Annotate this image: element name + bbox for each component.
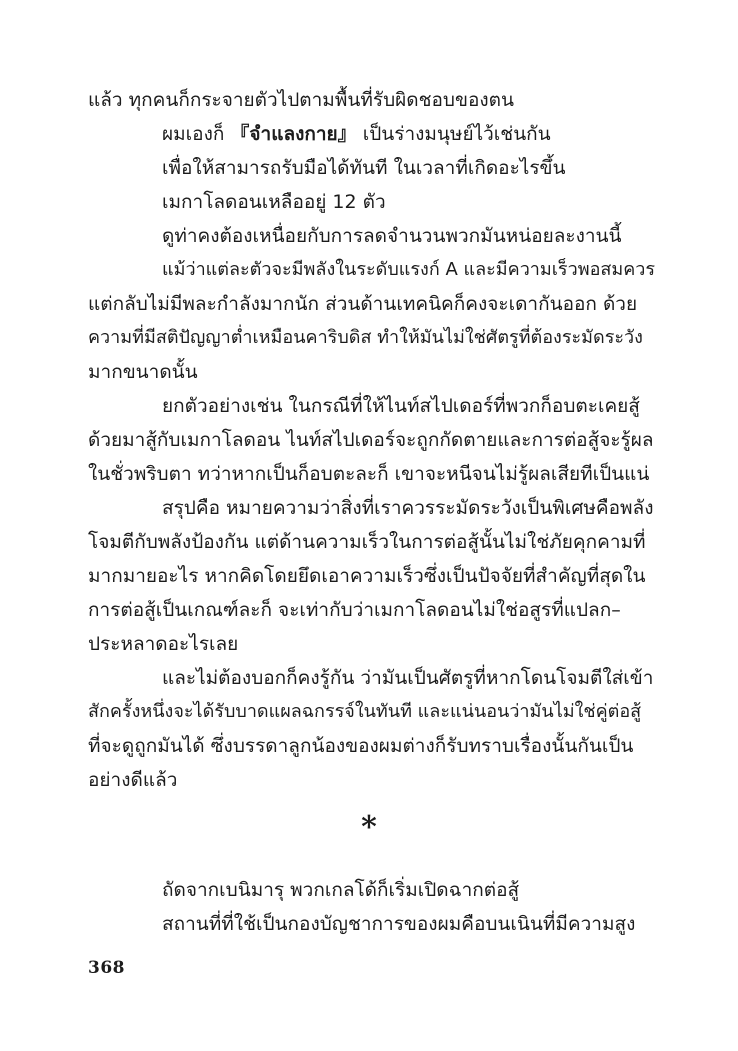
- text-line: มากมายอะไร หากคิดโดยยึดเอาความเร็วซึ่งเป็นปัจจัยที่สำคัญที่สุดใน: [88, 565, 646, 587]
- text-line: มากขนาดนั้น: [88, 361, 198, 383]
- text-segment: ผมเองก็: [162, 123, 231, 145]
- skill-name: 『จำแลงกาย』: [230, 123, 357, 145]
- text-line: โจมตีกับพลังป้องกัน แต่ด้านความเร็วในการต่อสู้นั้นไม่ใช่ภัยคุกคามที่: [88, 531, 646, 553]
- text-line: สรุปคือ หมายความว่าสิ่งที่เราควรระมัดระวังเป็นพิเศษคือพลัง: [162, 497, 654, 519]
- text-line: ที่จะดูถูกมันได้ ซึ่งบรรดาลูกน้องของผมต่างก็รับทราบเรื่องนั้นกันเป็น: [88, 735, 634, 757]
- text-line: [162, 116, 656, 152]
- text-line: แต่กลับไม่มีพละกำลังมากนัก ส่วนด้านเทคนิคก็คงจะเดากันออก ด้วย: [88, 293, 638, 315]
- text-line: และไม่ต้องบอกก็คงรู้กัน ว่ามันเป็นศัตรูที่หากโดนโจมตีใส่เข้า: [162, 667, 654, 689]
- text-line: ดูท่าคงต้องเหนื่อยกับการลดจำนวนพวกมันหน่อยละงานนี้: [162, 225, 622, 247]
- text-line: การต่อสู้เป็นเกณฑ์ละก็ จะเท่ากับว่าเมกาโลดอนไม่ใช่อสูรที่แปลก–: [88, 599, 621, 621]
- text-line: ประหลาดอะไรเลย: [88, 633, 239, 655]
- text-line: ด้วยมาสู้กับเมกาโลดอน ไนท์สไปเดอร์จะถูกกัดตายและการต่อสู้จะรู้ผล: [88, 429, 654, 451]
- text-line: เมกาโลดอนเหลืออยู่ 12 ตัว: [162, 191, 386, 213]
- text-line: แม้ว่าแต่ละตัวจะมีพลังในระดับแรงก์ A และมีความเร็วพอสมควร: [162, 259, 656, 280]
- text-line: แล้ว ทุกคนก็กระจายตัวไปตามพื้นที่รับผิดชอบของตน: [88, 89, 514, 111]
- text-line: ถัดจากเบนิมารุ พวกเกลโด้ก็เริ่มเปิดฉากต่อสู้: [162, 879, 520, 901]
- text-line: สักครั้งหนึ่งจะได้รับบาดแผลฉกรรจ์ในทันที และแน่นอนว่ามันไม่ใช่คู่ต่อสู้: [88, 701, 642, 722]
- text-line: ยกตัวอย่างเช่น ในกรณีที่ให้ไนท์สไปเดอร์ที่พวกก็อบตะเคยสู้: [162, 395, 640, 417]
- text-segment: เป็นร่างมนุษย์ไว้เช่นกัน: [356, 123, 551, 145]
- text-line: อย่างดีแล้ว: [88, 769, 178, 791]
- page-number: 368: [88, 958, 125, 978]
- text-line: สถานที่ที่ใช้เป็นกองบัญชาการของผมคือบนเนินที่มีความสูง: [162, 913, 636, 935]
- scene-break-asterisk: *: [361, 810, 377, 845]
- text-line: ความที่มีสติปัญญาต่ำเหมือนคาริบดิส ทำให้มันไม่ใช่ศัตรูที่ต้องระมัดระวัง: [88, 327, 643, 348]
- text-line: เพื่อให้สามารถรับมือได้ทันที ในเวลาที่เกิดอะไรขึ้น: [162, 157, 566, 179]
- text-line: ในชั่วพริบตา ทว่าหากเป็นก็อบตะละก็ เขาจะหนีจนไม่รู้ผลเสียทีเป็นแน่: [88, 463, 650, 485]
